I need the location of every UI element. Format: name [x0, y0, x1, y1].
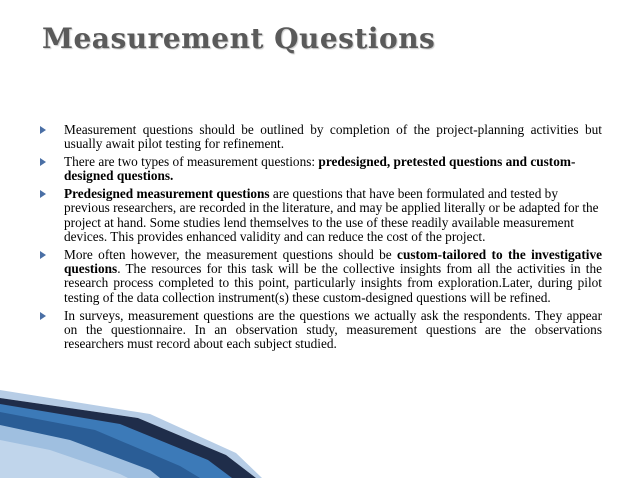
bullet-item-4 — [56, 248, 602, 305]
bullet-5-text: In surveys, measurement questions are the questions we actually ask the respondents. They appear on the questionnaire. In an observation study, measurement questions are the observations researchers must record about each subject studied. — [64, 307, 602, 352]
bullet-4-bold-text: custom-tailored to the investigative questions — [64, 246, 602, 277]
bullet-4-text-b: . The resources for this task will be the collective insights from all the activities in the research process completed to this point, particularly insights from exploration.Later, during pilot testing of the data collection instrument(s) these custom-designed questions will be refined. — [64, 261, 602, 305]
bullet-list — [56, 123, 602, 355]
slide-title: Measurement Questions — [42, 22, 436, 55]
bullet-3-text: are questions that have been formulated and tested by previous researchers, are recorded in the literature, and may be applied literally or be adapted for the project at hand. Some studies lend themselves to the use of these readily available measurement devices. This provides enhanced validity and can reduce the cost of the project. — [64, 186, 599, 245]
bullet-4-text-a: More often however, the measurement questions should be — [64, 246, 398, 262]
bullet-arrow-icon — [40, 126, 46, 134]
bullet-2-bold-text: predesigned, pretested questions and custom-designed questions. — [64, 154, 576, 184]
bullet-arrow-icon — [40, 190, 46, 198]
bullet-1-text: Measurement questions should be outlined by completion of the project-planning activities but usually await pilot testing for refinement. — [64, 122, 602, 152]
bullet-item-3 — [56, 187, 602, 244]
bullet-arrow-icon — [40, 251, 46, 259]
bullet-3-bold-text: Predesigned measurement questions — [64, 186, 270, 202]
bullet-item-2 — [56, 155, 602, 184]
bullet-arrow-icon — [40, 158, 46, 166]
bullet-item-5 — [56, 309, 602, 352]
bullet-item-1 — [56, 123, 602, 152]
bullet-2-text: There are two types of measurement questions: — [64, 154, 319, 170]
bullet-arrow-icon — [40, 312, 46, 320]
